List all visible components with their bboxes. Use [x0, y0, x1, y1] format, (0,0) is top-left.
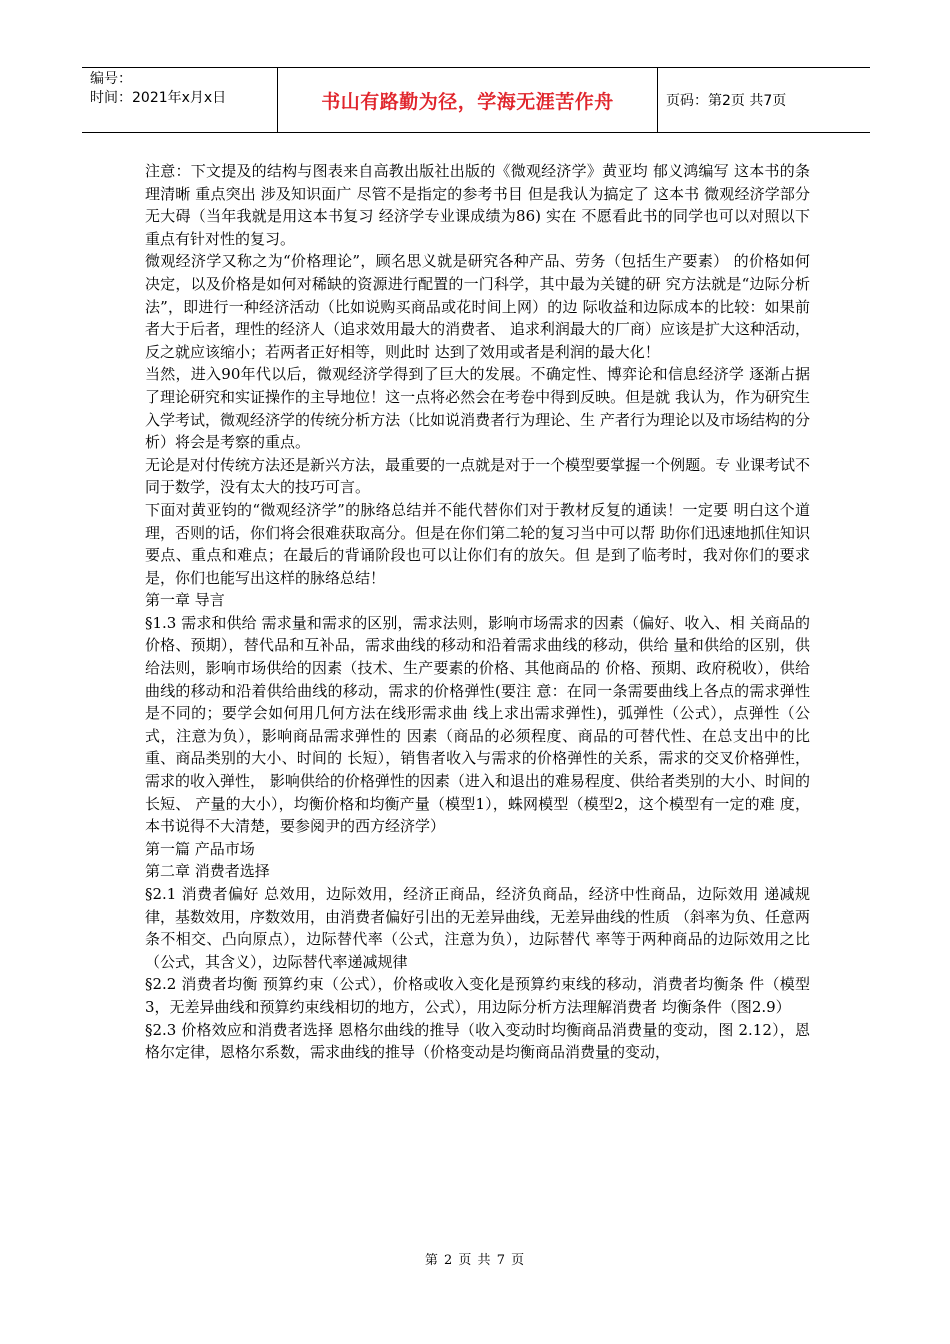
document-number-label: 编号：: [90, 71, 132, 87]
note-paragraph: 注意：下文提及的结构与图表来自高教出版社出版的《微观经济学》黄亚均 郁义鸿编写 这本书的条理清晰 重点突出 涉及知识面广 尽管不是指定的参考书目 但是我认为搞定了 这本书 微观经济学部分无大碍（当年我就是用这本书复习 经济学专业课成绩为86) 实在 不愿看此书的同学也可以对照以下重点有针对性的复习。: [145, 162, 810, 248]
part-heading: 第一篇 产品市场: [145, 839, 255, 858]
chapter-heading: 第二章 消费者选择: [145, 862, 270, 881]
intro-paragraph: 微观经济学又称之为“价格理论”，顾名思义就是研究各种产品、劳务（包括生产要素） 的价格如何决定，以及价格是如何对稀缺的资源进行配置的一门科学，其中最为关键的研 究方法就是“边际分析法”，即进行一种经济活动（比如说购买商品或花时间上网）的边 际收益和边际成本的比较：如果前者大于后者，理性的经济人（追求效用最大的消费者、 追求利润最大的厂商）应该是扩大这种活动，反之就应该缩小；若两者正好相等，则此时 达到了效用或者是利润的最大化！: [145, 252, 810, 361]
chapter-heading: 第一章 导言: [145, 591, 225, 610]
page-footer: 第 2 页 共 7 页: [424, 1253, 526, 1268]
document-date: 时间：2021年x月x日: [90, 90, 227, 106]
header-motto: 书山有路勤为径，学海无涯苦作舟: [321, 90, 614, 113]
document-body: [145, 160, 810, 1064]
header-divider: [657, 67, 658, 133]
section-paragraph: §1.3 需求和供给 需求量和需求的区别，需求法则，影响市场需求的因素（偏好、收入、相 关商品的价格、预期），替代品和互补品，需求曲线的移动和沿着需求曲线的移动，供给 量和供给的区别，供给法则，影响市场供给的因素（技术、生产要素的价格、其他商品的 价格、预期、政府税收），供给曲线的移动和沿着供给曲线的移动，需求的价格弹性(要注 意：在同一条需要曲线上各点的需求弹性是不同的；要学会如何用几何方法在线形需求曲 线上求出需求弹性)，弧弹性（公式），点弹性（公式，注意为负），影响商品需求弹性的 因素（商品的必须程度、商品的可替代性、在总支出中的比重、商品类别的大小、时间的 长短），销售者收入与需求的价格弹性的关系，需求的交叉价格弹性，需求的收入弹性， 影响供给的价格弹性的因素（进入和退出的难易程度、供给者类别的大小、时间的长短、 产量的大小），均衡价格和均衡产量（模型1），蛛网模型（模型2，这个模型有一定的难 度，本书说得不大清楚，要参阅尹的西方经济学）: [145, 613, 810, 836]
page-header: [82, 67, 870, 133]
header-meta: [90, 70, 275, 108]
header-page-info: 页码：第2页 共7页: [666, 93, 787, 109]
section-paragraph: §2.2 消费者均衡 预算约束（公式），价格或收入变化是预算约束线的移动，消费者均衡条 件（模型3，无差异曲线和预算约束线相切的地方，公式），用边际分析方法理解消费者 均衡条件（图2.9）: [145, 975, 810, 1016]
summary-paragraph: 下面对黄亚钧的“微观经济学”的脉络总结并不能代替你们对于教材反复的通读！一定要 明白这个道理，否则的话，你们将会很难获取高分。但是在你们第二轮的复习当中可以帮 助你们迅速地抓住知识要点、重点和难点；在最后的背诵阶段也可以让你们有的放矢。但 是到了临考时，我对你们的要求是，你们也能写出这样的脉络总结！: [145, 500, 810, 587]
method-paragraph: 无论是对付传统方法还是新兴方法，最重要的一点就是对于一个模型要掌握一个例题。专 业课考试不同于数学，没有太大的技巧可言。: [145, 455, 810, 497]
section-paragraph: §2.3 价格效应和消费者选择 恩格尔曲线的推导（收入变动时均衡商品消费量的变动，图 2.12），恩格尔定律，恩格尔系数，需求曲线的推导（价格变动是均衡商品消费量的变动，: [145, 1020, 810, 1062]
section-paragraph: §2.1 消费者偏好 总效用，边际效用，经济正商品，经济负商品，经济中性商品，边际效用 递减规律，基数效用，序数效用，由消费者偏好引出的无差异曲线，无差异曲线的性质 （斜率为负、任意两条不相交、凸向原点），边际替代率（公式，注意为负），边际替代 率等于两种商品的边际效用之比（公式，其含义），边际替代率递减规律: [145, 885, 810, 971]
development-paragraph: 当然，进入90年代以后，微观经济学得到了巨大的发展。不确定性、博弈论和信息经济学 逐渐占据了理论研究和实证操作的主导地位！这一点将必然会在考卷中得到反映。但是就 我认为，作为研究生入学考试，微观经济学的传统分析方法（比如说消费者行为理论、生 产者行为理论以及市场结构的分析）将会是考察的重点。: [145, 365, 810, 452]
